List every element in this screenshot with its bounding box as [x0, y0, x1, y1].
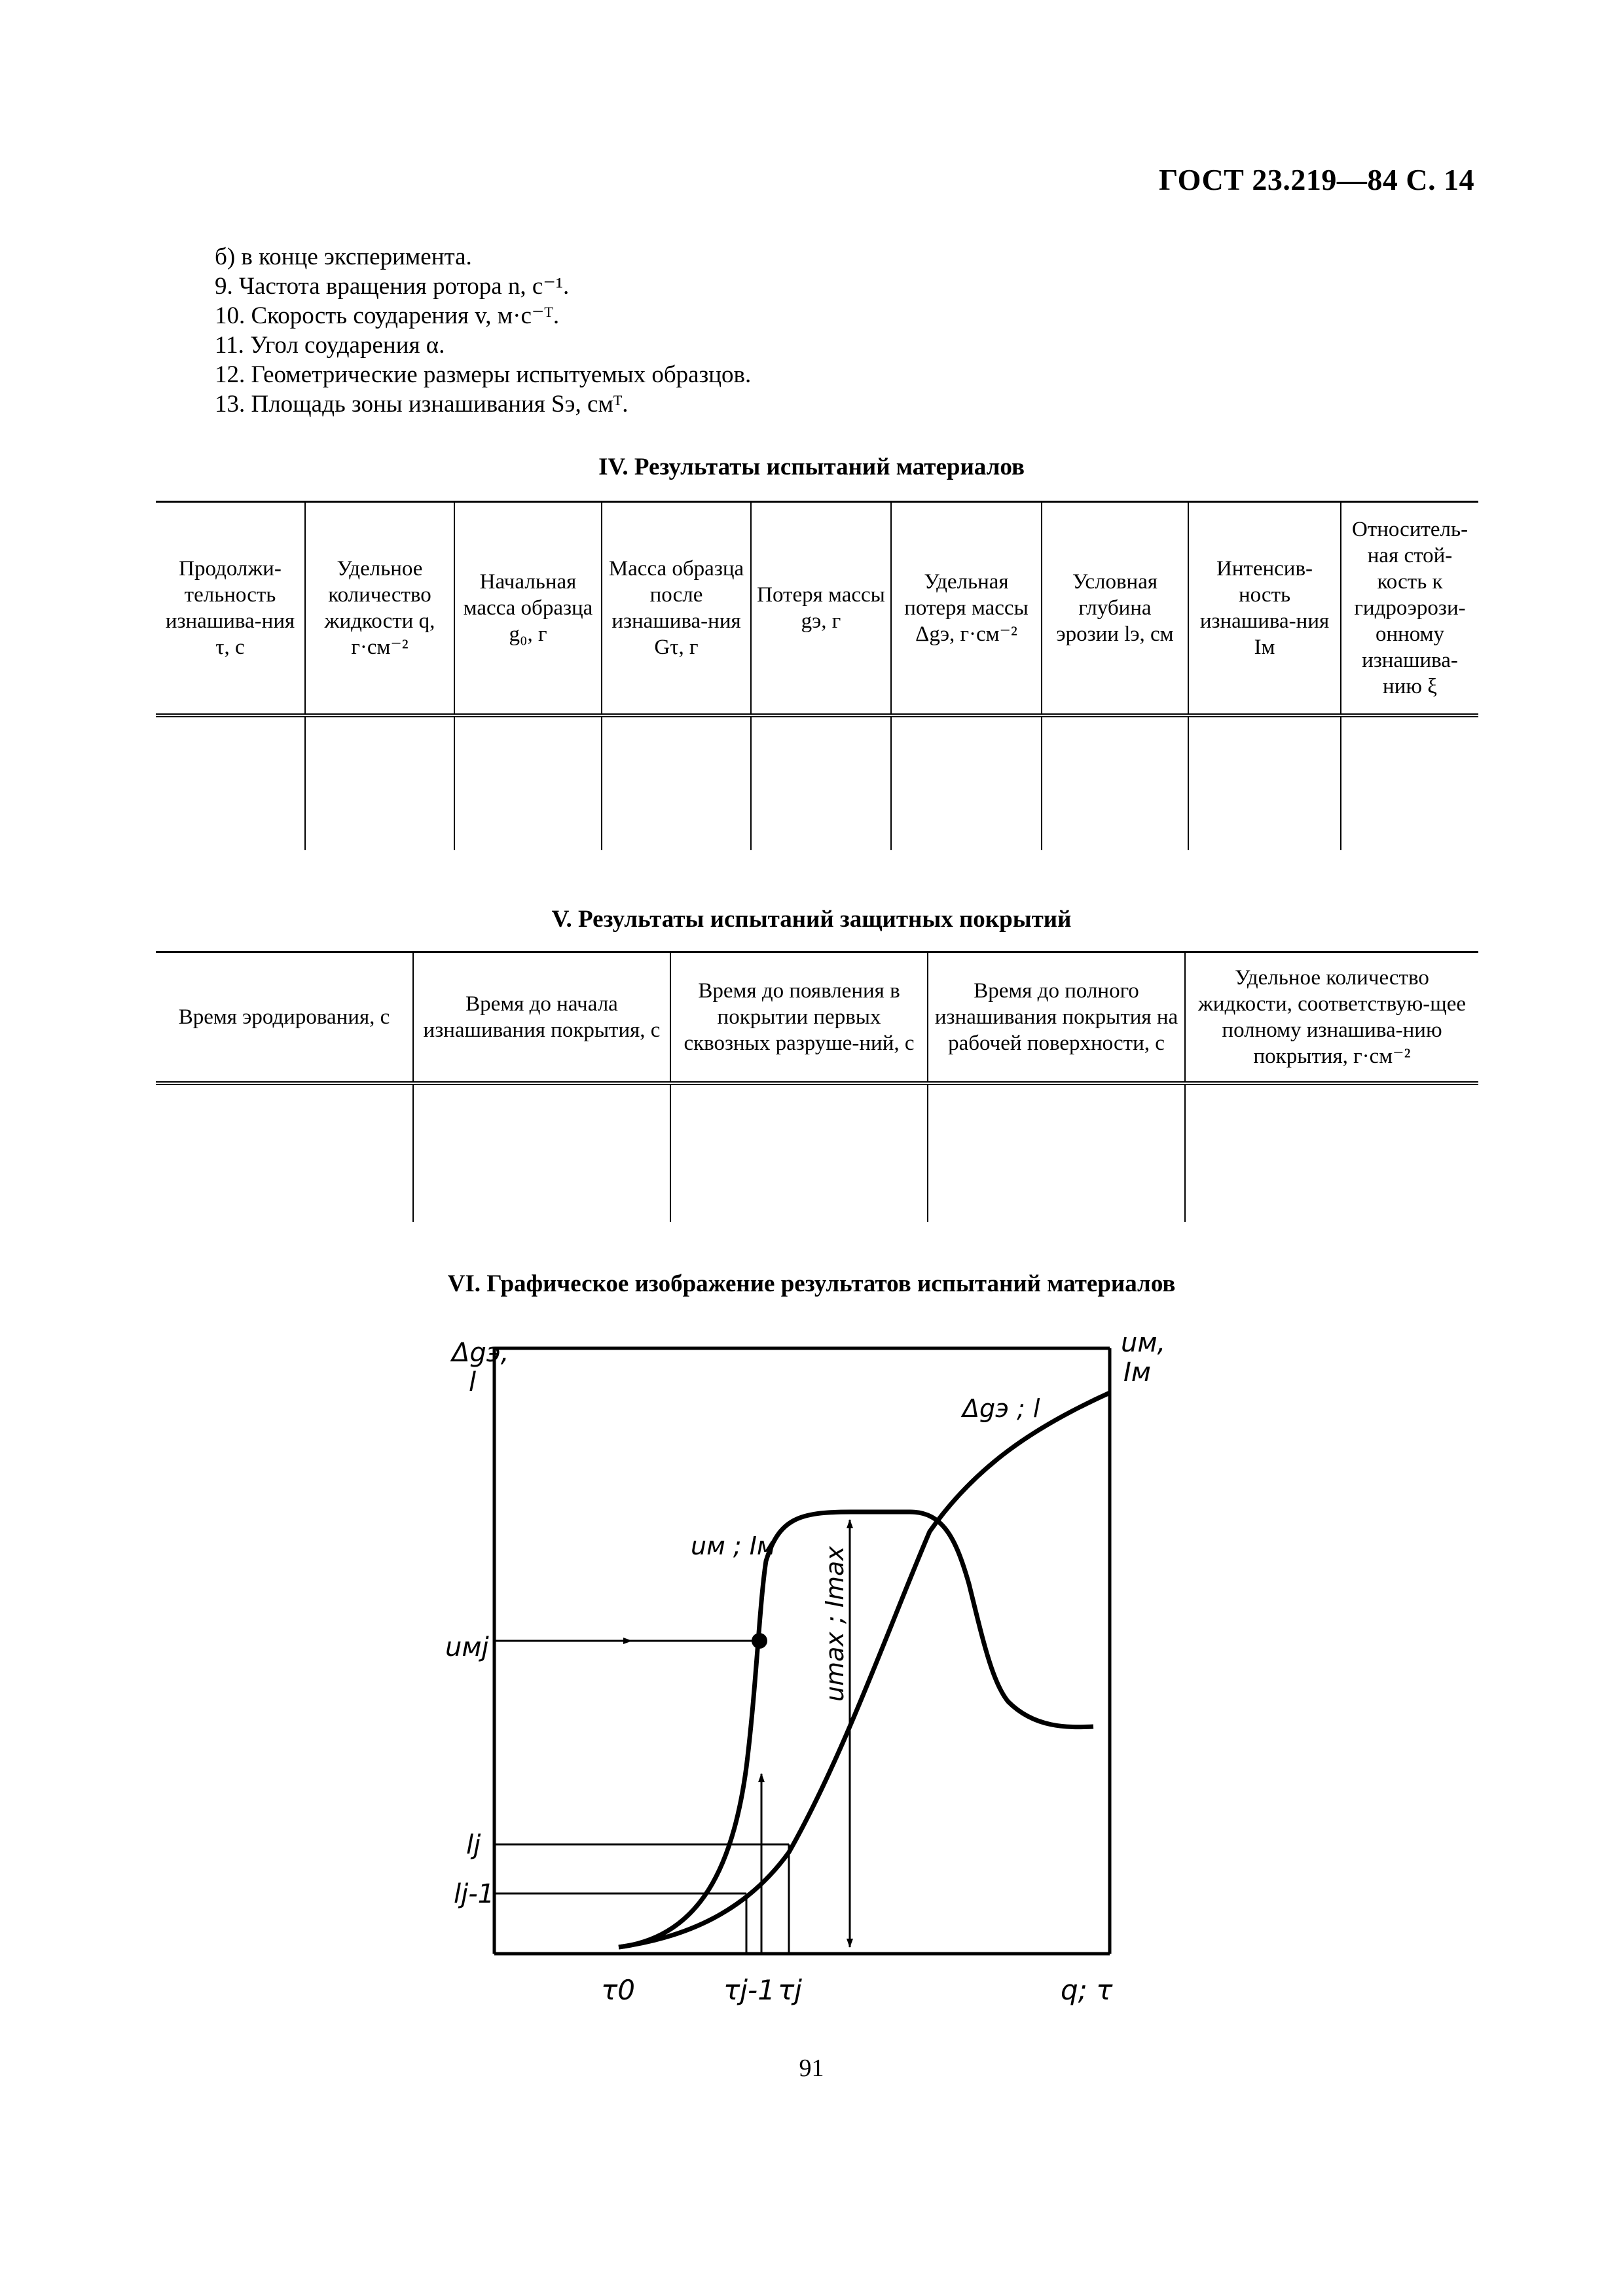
y-left-label-1: Δgэ,: [452, 1338, 509, 1368]
table-header-cell: Интенсив-ность изнашива-ния Iм: [1188, 502, 1341, 715]
table-header-cell: Время до начала изнашивания покрытия, с: [413, 952, 670, 1083]
y-left-label-2: l: [469, 1367, 477, 1397]
plot-frame: [494, 1348, 1110, 1954]
tau0-label: τ0: [601, 1974, 636, 2006]
table-header-cell: Время до появления в покрытии первых сквозных разруше-ний, с: [670, 952, 928, 1083]
table-header-cell: Потеря массы gэ, г: [751, 502, 891, 715]
table-header-cell: Начальная масса образца g₀, г: [454, 502, 602, 715]
y-right-label-1: uм,: [1121, 1328, 1166, 1358]
lj1-label: lj-1: [454, 1879, 495, 1909]
document-code: ГОСТ 23.219—84 С. 14: [1159, 163, 1475, 196]
wear-rate-curve: [619, 1512, 1093, 1947]
list-item: 11. Угол соударения α.: [215, 332, 445, 359]
table-header-cell: Удельное количество жидкости q, г·см⁻²: [305, 502, 454, 715]
umj-point: [752, 1633, 767, 1649]
mass-loss-curve: [619, 1393, 1110, 1947]
list-item: 9. Частота вращения ротора n, с⁻¹.: [215, 273, 570, 300]
peak-label: umax ; Imax: [820, 1546, 849, 1702]
table-header-cell: Время до полного изнашивания покрытия на рабочей поверхности, с: [928, 952, 1185, 1083]
table-header-cell: Удельное количество жидкости, соответствую-щее полному изнашива-нию покрытия, г·см⁻²: [1185, 952, 1478, 1083]
x-axis-label: q; τ: [1061, 1974, 1113, 2006]
table-header-cell: Продолжи-тельность изнашива-ния τ, с: [156, 502, 305, 715]
umj-label: uмj: [445, 1632, 489, 1662]
list-item: 13. Площадь зоны изнашивания Sэ, смᵀ.: [215, 391, 629, 418]
tauj-label: τj: [778, 1974, 802, 2006]
section-title-iv: IV. Результаты испытаний материалов: [598, 454, 1025, 480]
list-item: 10. Скорость соударения v, м·с⁻ᵀ.: [215, 302, 560, 329]
table-header-cell: Относитель-ная стой-кость к гидроэрози-онному изнашива-нию ξ: [1341, 502, 1478, 715]
list-item: 12. Геометрические размеры испытуемых образцов.: [215, 361, 752, 388]
table-header-cell: Условная глубина эрозии lэ, см: [1042, 502, 1188, 715]
curve1-label: Δgэ ; l: [962, 1394, 1040, 1423]
list-item: б) в конце эксперимента.: [215, 243, 472, 270]
tauj1-label: τj-1: [723, 1974, 775, 2006]
page-number: 91: [799, 2054, 824, 2082]
table-header-cell: Удельная потеря массы Δgэ, г·см⁻²: [891, 502, 1042, 715]
lj-label: lj: [466, 1830, 481, 1860]
section-title-vi: VI. Графическое изображение результатов испытаний материалов: [447, 1270, 1176, 1297]
section-title-v: V. Результаты испытаний защитных покрытий: [551, 906, 1072, 933]
y-right-label-2: Iм: [1123, 1357, 1151, 1388]
curve2-label: uм ; Iм: [691, 1532, 776, 1560]
table-header-cell: Время эродирования, с: [156, 952, 413, 1083]
table-header-cell: Масса образца после изнашива-ния Gτ, г: [602, 502, 751, 715]
